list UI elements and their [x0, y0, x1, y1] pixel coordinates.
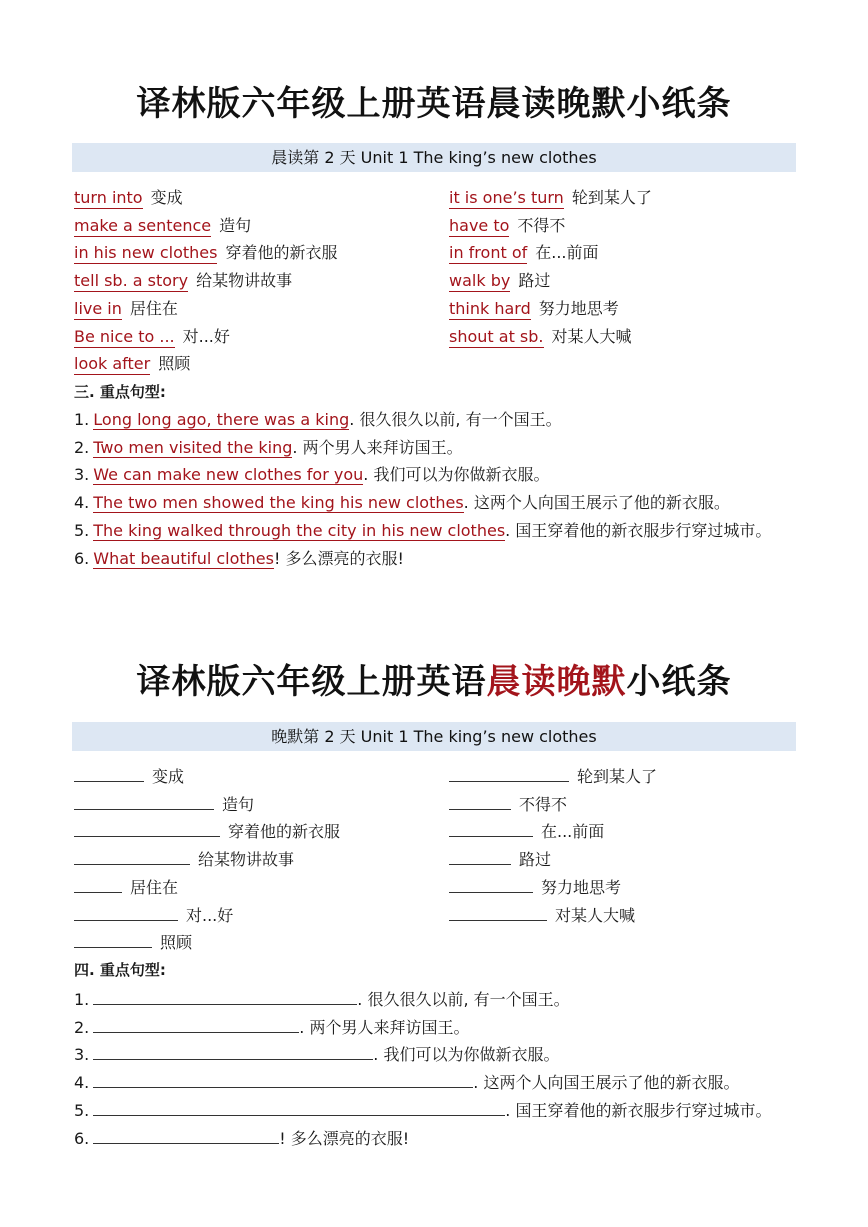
morning-day-banner: 晨读第 2 天 Unit 1 The king’s new clothes: [72, 143, 796, 172]
sentence-row: [74, 986, 570, 1010]
phrase-row: [449, 242, 599, 264]
sentence-number: 3.: [74, 465, 90, 485]
phrase-row: [449, 215, 565, 237]
answer-line[interactable]: [93, 1125, 279, 1144]
sentence-number: 6.: [74, 1128, 90, 1148]
evening-title: [0, 654, 868, 703]
phrase-row: [74, 270, 292, 292]
sentence-chinese: . 我们可以为你做新衣服。: [363, 465, 550, 485]
sentence-row: [74, 1014, 469, 1038]
sentence-english: The king walked through the city in his new clothes: [93, 520, 506, 540]
sentence-row: [74, 408, 562, 432]
phrase-chinese: 穿着他的新衣服: [228, 822, 341, 842]
answer-line[interactable]: [93, 986, 357, 1005]
sentence-number: 4.: [74, 1073, 90, 1093]
phrase-chinese: 路过: [519, 850, 552, 870]
phrase-chinese: 变成: [152, 767, 185, 786]
phrase-chinese: 不得不: [517, 215, 566, 235]
sentence-number: 4.: [74, 493, 90, 513]
sentence-number: 2.: [74, 1017, 90, 1037]
answer-line[interactable]: [93, 1041, 373, 1060]
phrase-chinese: 造句: [219, 215, 252, 235]
phrase-row: [74, 353, 190, 375]
phrase-row: [74, 326, 230, 348]
phrase-english: tell sb. a story: [74, 271, 189, 291]
sentence-row: [74, 436, 463, 460]
phrase-chinese: 路过: [518, 271, 551, 291]
phrase-english: have to: [449, 215, 510, 235]
sentence-chinese: ! 多么漂亮的衣服!: [273, 548, 404, 568]
answer-blank[interactable]: [74, 848, 190, 865]
sentence-chinese: . 这两个人向国王展示了他的新衣服。: [473, 1073, 740, 1093]
phrase-english: make a sentence: [74, 215, 212, 235]
sentence-chinese: . 我们可以为你做新衣服。: [373, 1045, 560, 1065]
sentence-chinese: . 国王穿着他的新衣服步行穿过城市。: [505, 1100, 772, 1120]
evening-title-prefix: 译林版六年级上册英语: [136, 662, 487, 702]
phrase-chinese: 不得不: [519, 794, 568, 814]
phrase-chinese: 造句: [222, 794, 255, 814]
sentence-english: Long long ago, there was a king: [93, 410, 350, 429]
sentence-chinese: . 国王穿着他的新衣服步行穿过城市。: [505, 520, 772, 540]
phrase-row: [74, 298, 178, 320]
evening-title-highlight: 晨读晚默: [486, 662, 627, 702]
sentence-chinese: . 两个男人来拜访国王。: [292, 437, 463, 457]
sentence-row: [74, 519, 771, 543]
answer-blank[interactable]: [449, 904, 547, 921]
sentence-english: What beautiful clothes: [93, 548, 274, 568]
phrase-row: [449, 298, 619, 320]
sentence-english: The two men showed the king his new clothes: [93, 493, 464, 513]
sentence-number: 3.: [74, 1045, 90, 1065]
sentence-chinese: . 很久很久以前, 有一个国王。: [349, 410, 562, 429]
sentence-number: 2.: [74, 437, 90, 457]
answer-blank[interactable]: [449, 765, 569, 782]
sentence-chinese: ! 多么漂亮的衣服!: [279, 1128, 410, 1148]
sentence-number: 5.: [74, 1100, 90, 1120]
phrase-row: [449, 326, 632, 348]
phrase-row: [74, 765, 184, 787]
sentence-number: 6.: [74, 548, 90, 568]
phrase-chinese: 轮到某人了: [577, 767, 658, 786]
answer-blank[interactable]: [74, 904, 178, 921]
sentence-number: 1.: [74, 990, 90, 1009]
phrase-row: [449, 793, 567, 815]
phrase-row: [74, 848, 294, 870]
answer-blank[interactable]: [449, 793, 511, 810]
phrase-chinese: 居住在: [129, 298, 178, 318]
phrase-row: [449, 904, 635, 926]
phrase-row: [74, 187, 183, 209]
phrase-english: think hard: [449, 298, 531, 318]
phrase-chinese: 在...前面: [535, 243, 599, 263]
phrase-row: [74, 931, 192, 953]
morning-title: 译林版六年级上册英语晨读晚默小纸条: [136, 84, 732, 124]
answer-blank[interactable]: [449, 876, 533, 893]
answer-blank[interactable]: [74, 820, 220, 837]
phrase-row: [74, 876, 178, 898]
phrase-row: [74, 820, 340, 842]
phrase-chinese: 轮到某人了: [571, 188, 652, 207]
morning-key-sentences-heading: 三. 重点句型:: [74, 383, 166, 401]
phrase-chinese: 努力地思考: [538, 298, 619, 318]
phrase-english: live in: [74, 298, 122, 318]
answer-blank[interactable]: [74, 765, 144, 782]
sentence-row: [74, 1069, 739, 1093]
sentence-row: [74, 463, 549, 487]
answer-line[interactable]: [93, 1014, 299, 1033]
answer-line[interactable]: [93, 1069, 473, 1088]
phrase-chinese: 穿着他的新衣服: [225, 243, 338, 263]
phrase-chinese: 照顾: [160, 933, 193, 953]
phrase-english: it is one’s turn: [449, 188, 564, 207]
sentence-row: [74, 547, 404, 571]
sentence-chinese: . 这两个人向国王展示了他的新衣服。: [463, 493, 730, 513]
phrase-chinese: 变成: [150, 188, 183, 207]
answer-blank[interactable]: [449, 848, 511, 865]
sentence-row: [74, 1041, 559, 1065]
sentence-number: 5.: [74, 520, 90, 540]
phrase-english: turn into: [74, 188, 143, 207]
answer-blank[interactable]: [74, 931, 152, 948]
phrase-chinese: 给某物讲故事: [198, 850, 295, 870]
phrase-chinese: 对某人大喊: [551, 326, 632, 346]
answer-blank[interactable]: [449, 820, 533, 837]
phrase-row: [74, 215, 251, 237]
phrase-row: [449, 270, 550, 292]
phrase-row: [449, 820, 604, 842]
evening-key-sentences-heading: 四. 重点句型:: [74, 961, 166, 979]
sentence-english: We can make new clothes for you: [93, 465, 364, 485]
phrase-english: in his new clothes: [74, 243, 218, 263]
phrase-row: [449, 187, 652, 209]
phrase-chinese: 给某物讲故事: [196, 271, 293, 291]
phrase-row: [449, 765, 657, 787]
phrase-chinese: 对某人大喊: [555, 905, 636, 925]
evening-day-banner: 晚默第 2 天 Unit 1 The king’s new clothes: [72, 722, 796, 751]
answer-line[interactable]: [93, 1097, 505, 1116]
phrase-row: [74, 242, 337, 264]
phrase-row: [449, 876, 621, 898]
answer-blank[interactable]: [74, 793, 214, 810]
sentence-english: Two men visited the king: [93, 437, 293, 457]
phrase-english: in front of: [449, 243, 528, 263]
sentence-row: [74, 491, 730, 515]
phrase-english: look after: [74, 354, 151, 374]
phrase-row: [449, 848, 551, 870]
sentence-chinese: . 两个男人来拜访国王。: [299, 1017, 470, 1037]
sentence-row: [74, 1097, 771, 1121]
phrase-english: walk by: [449, 271, 511, 291]
sentence-number: 1.: [74, 410, 90, 429]
phrase-chinese: 努力地思考: [541, 877, 622, 897]
phrase-chinese: 对...好: [182, 326, 230, 346]
phrase-english: Be nice to ...: [74, 326, 175, 346]
phrase-chinese: 照顾: [158, 354, 191, 374]
evening-title-suffix: 小纸条: [626, 662, 732, 702]
phrase-chinese: 对...好: [186, 905, 234, 925]
sentence-chinese: . 很久很久以前, 有一个国王。: [357, 990, 570, 1009]
phrase-row: [74, 793, 254, 815]
phrase-row: [74, 904, 233, 926]
phrase-chinese: 在...前面: [541, 822, 605, 842]
phrase-chinese: 居住在: [130, 877, 179, 897]
answer-blank[interactable]: [74, 876, 122, 893]
sentence-row: [74, 1125, 409, 1149]
phrase-english: shout at sb.: [449, 326, 544, 346]
